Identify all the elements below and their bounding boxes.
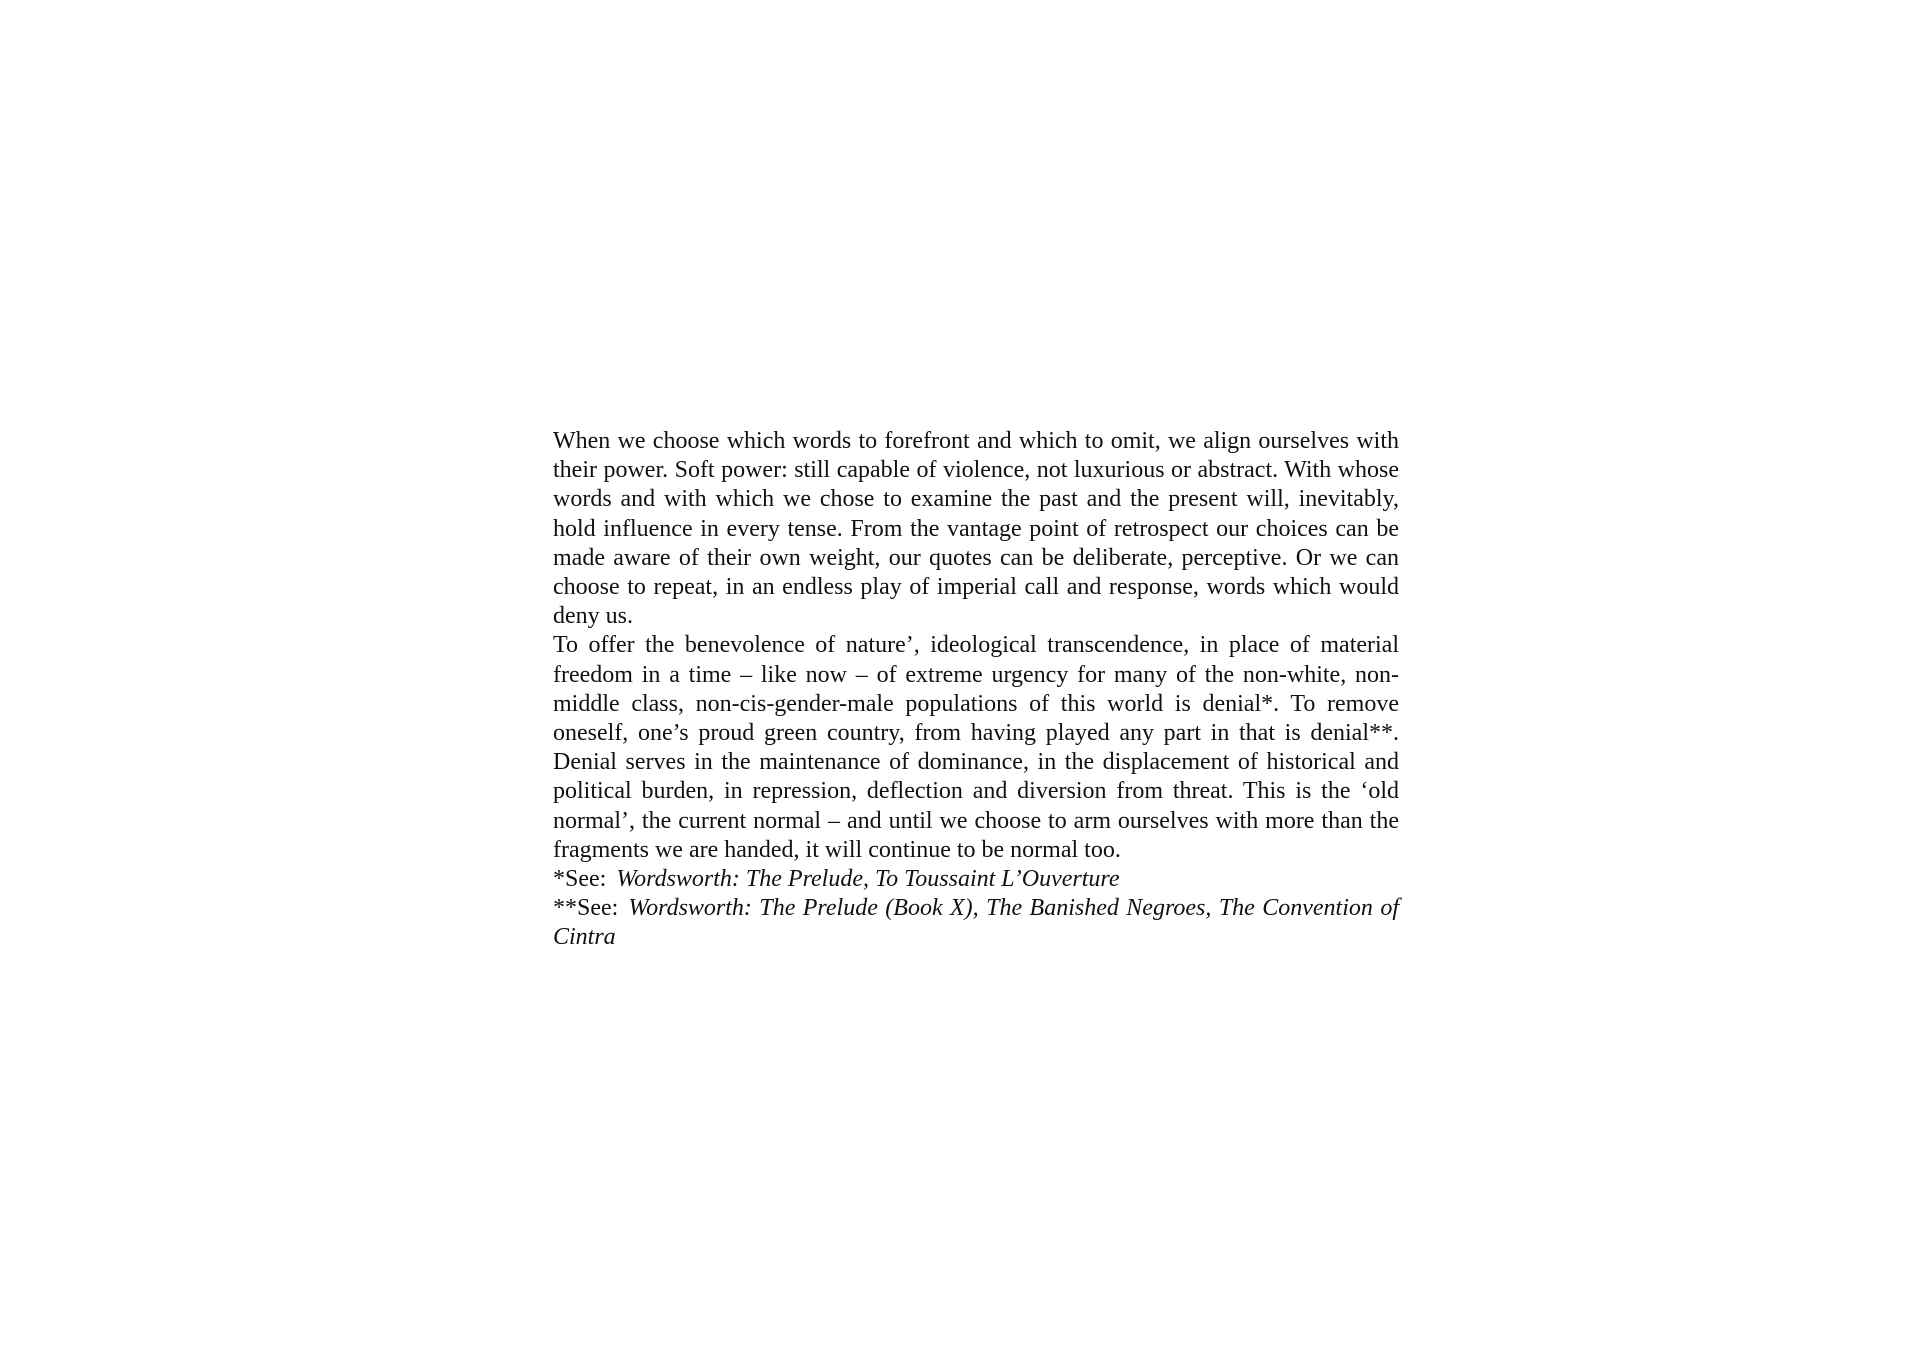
paragraph-1: When we choose which words to forefront and which to omit, we align ourselves with their power. Soft power: still capable of violence, not luxurious or abstract. With whose words and with which we chose to examine the past and the present will, inevitably, hold influence in every tense. From the vantage point of retrospect our choices can be made aware of their own weight, our quotes can be deliberate, perceptive. Or we can choose to repeat, in an endless play of imperial call and response, words which would deny us. [553,428,1399,630]
footnote-2-marker: **See: [553,895,619,922]
footnote-2 [553,894,1399,952]
paragraph-2: To offer the benevolence of nature’, ideological transcendence, in place of material freedom in a time – like now – of extreme urgency for many of the non-white, non-middle class, non-cis-gender-male populations of this world is denial*. To remove oneself, one’s proud green country, from having played any part in that is denial**. Denial serves in the maintenance of dominance, in the displacement of historical and political burden, in repression, deflection and diversion from threat. This is the ‘old normal’, the current normal – and until we choose to arm ourselves with more than the fragments we are handed, it will continue to be normal too. [553,632,1399,863]
text-block [553,427,1399,953]
footnote-1-marker: *See: [553,866,607,893]
footnote-1 [553,865,1399,894]
footnote-2-reference: Wordsworth: The Prelude (Book X), The Banished Negroes, The Convention of Cintra [553,895,1399,951]
footnote-1-reference: Wordsworth: The Prelude, To Toussaint L’Ouverture [616,866,1120,893]
